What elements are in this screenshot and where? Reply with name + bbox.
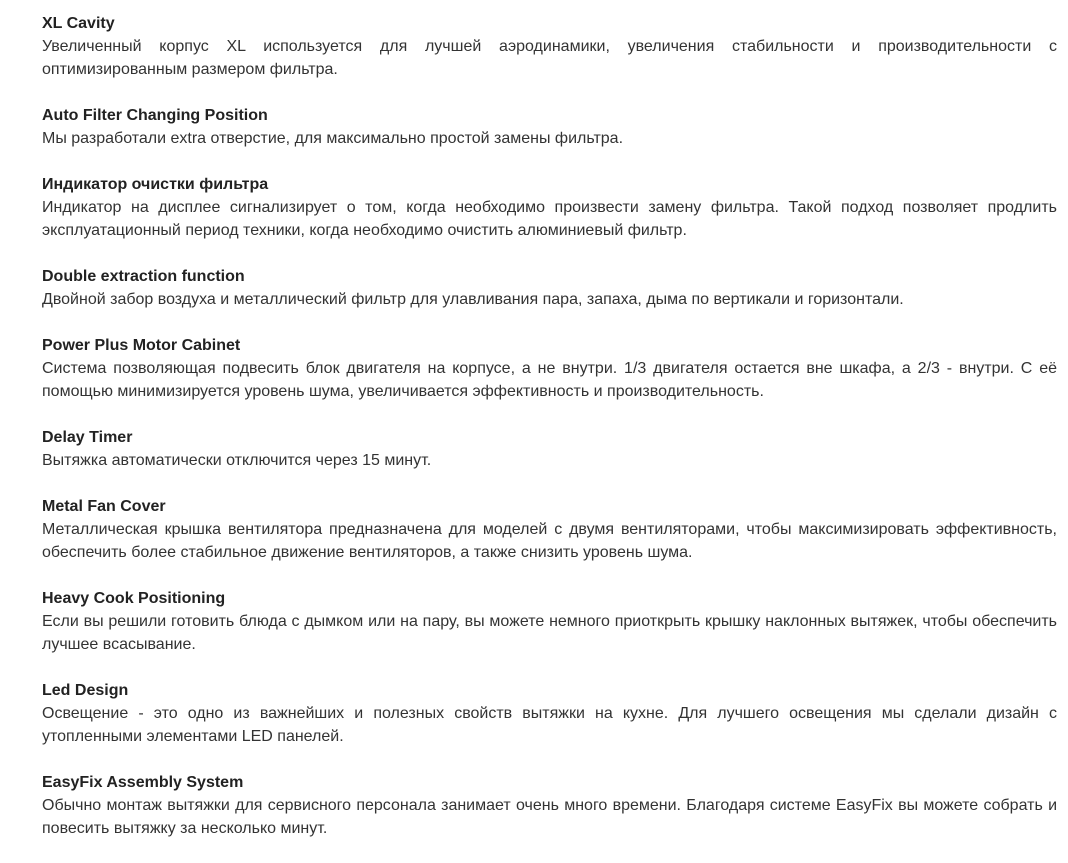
feature-title: EasyFix Assembly System xyxy=(42,774,244,791)
feature-xl-cavity xyxy=(42,12,1057,81)
feature-list xyxy=(42,12,1057,863)
feature-title: Heavy Cook Positioning xyxy=(42,590,226,607)
feature-title: Индикатор очистки фильтра xyxy=(42,176,269,193)
feature-power-plus-motor-cabinet xyxy=(42,334,1057,403)
feature-description: Обычно монтаж вытяжки для сервисного персонала занимает очень много времени. Благодаря системе EasyFix вы можете собрать и повесить вытяжку за несколько минут. xyxy=(42,797,1057,837)
feature-title: Metal Fan Cover xyxy=(42,498,166,515)
feature-description: Двойной забор воздуха и металлический фильтр для улавливания пара, запаха, дыма по вертикали и горизонтали. xyxy=(42,291,904,308)
feature-description: Освещение - это одно из важнейших и полезных свойств вытяжки на кухне. Для лучшего освещения мы сделали дизайн с утопленными элементами LED панелей. xyxy=(42,705,1057,745)
feature-title: Delay Timer xyxy=(42,429,133,446)
feature-heavy-cook-positioning xyxy=(42,587,1057,656)
feature-easyfix-assembly-system xyxy=(42,771,1057,840)
feature-auto-filter-changing-position xyxy=(42,104,1057,150)
feature-led-design xyxy=(42,679,1057,748)
feature-description: Индикатор на дисплее сигнализирует о том, когда необходимо произвести замену фильтра. Такой подход позволяет продлить эксплуатационный период техники, когда необходимо очистить алюминиевый фильтр. xyxy=(42,199,1057,239)
feature-metal-fan-cover xyxy=(42,495,1057,564)
feature-title: Power Plus Motor Cabinet xyxy=(42,337,241,354)
feature-delay-timer xyxy=(42,426,1057,472)
feature-description: Металлическая крышка вентилятора предназначена для моделей с двумя вентиляторами, чтобы максимизировать эффективность, обеспечить более стабильное движение вентиляторов, а также снизить уровень шума. xyxy=(42,521,1057,561)
feature-description: Система позволяющая подвесить блок двигателя на корпусе, а не внутри. 1/3 двигателя остается вне шкафа, а 2/3 - внутри. С её помощью минимизируется уровень шума, увеличивается эффективность и производительность. xyxy=(42,360,1057,400)
feature-title: XL Cavity xyxy=(42,15,115,32)
feature-description: Увеличенный корпус XL используется для лучшей аэродинамики, увеличения стабильности и производительности с оптимизированным размером фильтра. xyxy=(42,38,1057,78)
feature-title: Double extraction function xyxy=(42,268,245,285)
feature-title: Led Design xyxy=(42,682,129,699)
feature-description: Вытяжка автоматически отключится через 15 минут. xyxy=(42,452,432,469)
feature-filter-cleaning-indicator xyxy=(42,173,1057,242)
feature-description: Если вы решили готовить блюда с дымком или на пару, вы можете немного приоткрыть крышку наклонных вытяжек, чтобы обеспечить лучшее всасывание. xyxy=(42,613,1057,653)
feature-description: Мы разработали extra отверстие, для максимально простой замены фильтра. xyxy=(42,130,624,147)
feature-double-extraction-function xyxy=(42,265,1057,311)
feature-title: Auto Filter Changing Position xyxy=(42,107,268,124)
